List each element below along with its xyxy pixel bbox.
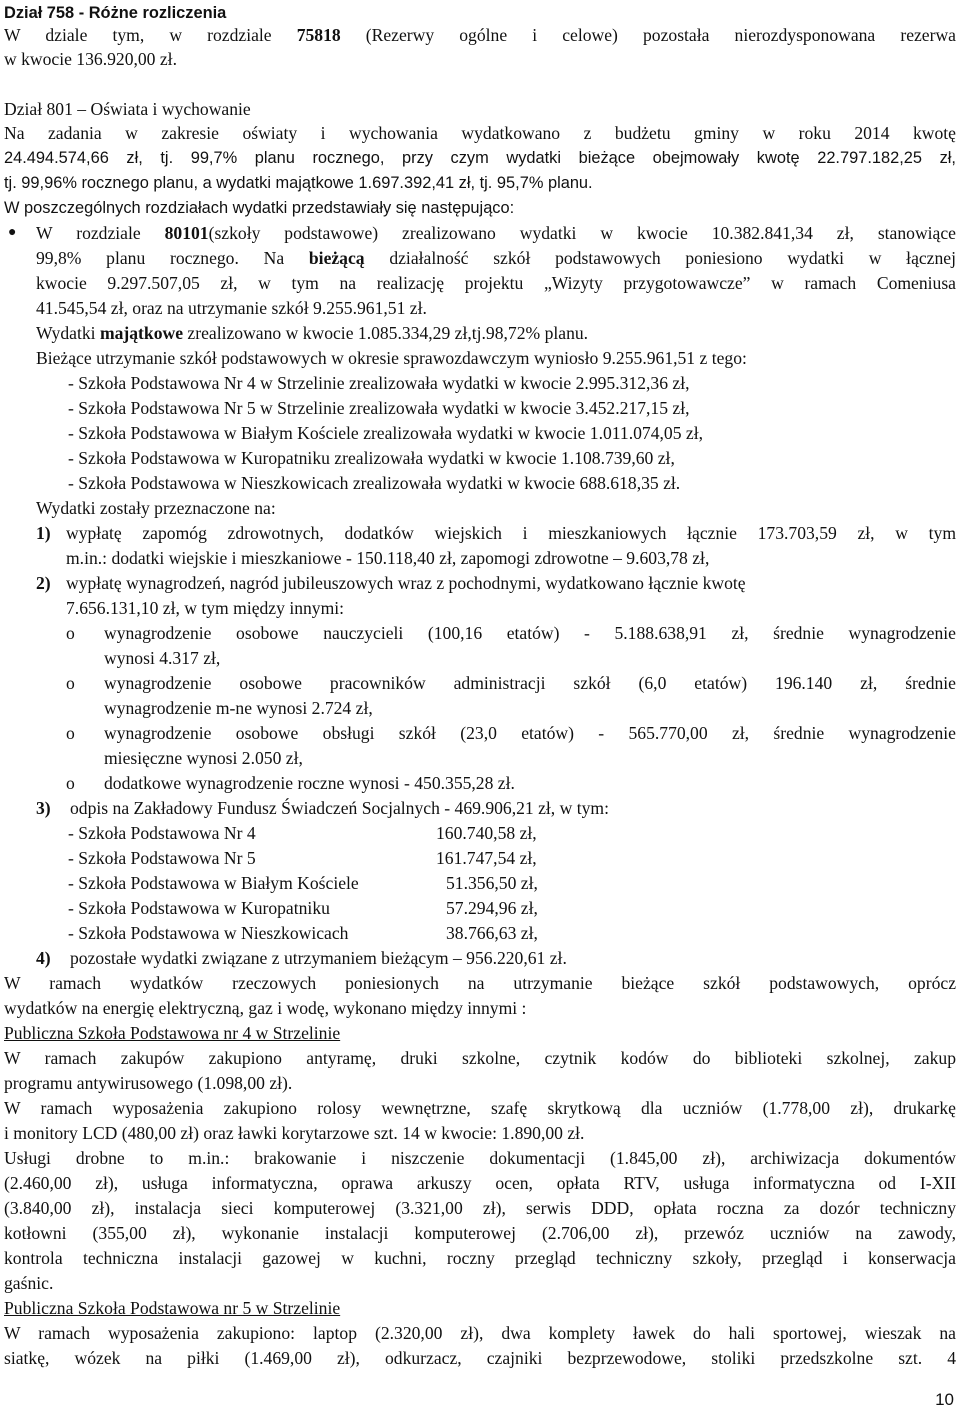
zfss-school-amount-1: 160.740,58 zł,: [436, 823, 537, 843]
school-4-line-7: (3.840,00 zł), instalacja sieci komputerowej (3.321,00 zł), serwis DDD, opłata roczna za dozór techniczny: [4, 1198, 956, 1218]
school-4-line-8: kotłowni (355,00 zł), wykonanie instalacji komputerowej (2.706,00 zł), przewóz uczniów na zawody,: [4, 1223, 956, 1243]
zfss-school-amount-5: 38.766,63 zł,: [446, 923, 538, 943]
school-4-heading: Publiczna Szkoła Podstawowa nr 4 w Strzelinie: [4, 1023, 341, 1043]
sub-item-3-line-2: miesięczne wynosi 2.050 zł,: [104, 748, 303, 768]
bullet-line-7: Wydatki zostały przeznaczone na:: [36, 498, 276, 518]
sub-marker-3: o: [66, 723, 75, 743]
school-4-line-4: i monitory LCD (480,00 zł) oraz ławki korytarzowe szt. 14 w kwocie: 1.890,00 zł.: [4, 1123, 585, 1143]
item-1-line-1: wypłatę zapomóg zdrowotnych, dodatków wiejskich i mieszkaniowych łącznie 173.703,59 zł, w tym: [66, 523, 956, 543]
item-1-line-2: m.in.: dodatki wiejskie i mieszkaniowe - 150.118,40 zł, zapomogi zdrowotne – 9.603,78 zł,: [66, 548, 710, 568]
school-4-line-1: W ramach zakupów zakupiono antyramę, druki szkolne, czytnik kodów do biblioteki szkolnej, zakup: [4, 1048, 956, 1068]
section-801-line-1: Na zadania w zakresie oświaty i wychowania wydatkowano z budżetu gminy w roku 2014 kwotę: [4, 123, 956, 143]
bullet-line-5: Wydatki majątkowe zrealizowano w kwocie 1.085.334,29 zł,tj.98,72% planu.: [36, 323, 589, 343]
sub-item-2-line-2: wynagrodzenie m-ne wynosi 2.724 zł,: [104, 698, 373, 718]
page-number: 10: [935, 1390, 954, 1409]
item-3-line-1: odpis na Zakładowy Fundusz Świadczeń Socjalnych - 469.906,21 zł, w tym:: [70, 798, 609, 818]
section-801-line-2: 24.494.574,66 zł, tj. 99,7% planu rocznego, przy czym wydatki bieżące obejmowały kwotę 22.797.182,25 zł,: [4, 149, 956, 167]
zfss-school-name-2: - Szkoła Podstawowa Nr 5: [68, 848, 256, 868]
school-5-line-2: siatkę, wózek na piłki (1.469,00 zł), odkurzacz, czajniki bezprzewodowe, stoliki przedszkolne szt. 4: [4, 1348, 956, 1368]
bullet-icon: ●: [8, 225, 17, 240]
zfss-school-name-3: - Szkoła Podstawowa w Białym Kościele: [68, 873, 359, 893]
sub-marker-2: o: [66, 673, 75, 693]
section-801-line-3: tj. 99,96% rocznego planu, a wydatki majątkowe 1.697.392,41 zł, tj. 95,7% planu.: [4, 174, 593, 192]
section-758-line-2: w kwocie 136.920,00 zł.: [4, 49, 177, 69]
sub-item-4-line-1: dodatkowe wynagrodzenie roczne wynosi - 450.355,28 zł.: [104, 773, 515, 793]
zfss-school-amount-4: 57.294,96 zł,: [446, 898, 538, 918]
school-expense-4: - Szkoła Podstawowa w Kuropatniku zrealizowała wydatki w kwocie 1.108.739,60 zł,: [68, 448, 675, 468]
school-expense-2: - Szkoła Podstawowa Nr 5 w Strzelinie zrealizowała wydatki w kwocie 3.452.217,15 zł,: [68, 398, 690, 418]
bullet-line-6: Bieżące utrzymanie szkół podstawowych w okresie sprawozdawczym wyniosło 9.255.961,51 z tego:: [36, 348, 747, 368]
section-801-line-4: W poszczególnych rozdziałach wydatki przedstawiały się następująco:: [4, 199, 515, 217]
zfss-school-amount-3: 51.356,50 zł,: [446, 873, 538, 893]
zfss-school-name-5: - Szkoła Podstawowa w Nieszkowicach: [68, 923, 349, 943]
sub-marker-1: o: [66, 623, 75, 643]
item-4-number: 4): [36, 948, 51, 968]
school-expense-1: - Szkoła Podstawowa Nr 4 w Strzelinie zrealizowała wydatki w kwocie 2.995.312,36 zł,: [68, 373, 690, 393]
material-expenses-line-2: wydatków na energię elektryczną, gaz i wodę, wykonano między innymi :: [4, 998, 527, 1018]
section-801-heading: Dział 801 – Oświata i wychowanie: [4, 99, 251, 119]
section-758-heading: Dział 758 - Różne rozliczenia: [4, 4, 227, 22]
item-2-line-2: 7.656.131,10 zł, w tym między innymi:: [66, 598, 345, 618]
school-4-line-2: programu antywirusowego (1.098,00 zł).: [4, 1073, 293, 1093]
zfss-school-amount-2: 161.747,54 zł,: [436, 848, 537, 868]
item-4-line-1: pozostałe wydatki związane z utrzymaniem bieżącym – 956.220,61 zł.: [70, 948, 567, 968]
school-expense-3: - Szkoła Podstawowa w Białym Kościele zrealizowała wydatki w kwocie 1.011.074,05 zł,: [68, 423, 704, 443]
school-expense-5: - Szkoła Podstawowa w Nieszkowicach zrealizowała wydatki w kwocie 688.618,35 zł.: [68, 473, 681, 493]
sub-item-2-line-1: wynagrodzenie osobowe pracowników administracji szkół (6,0 etatów) 196.140 zł, średnie: [104, 673, 956, 693]
school-4-line-6: (2.460,00 zł), usługa informatyczna, oprawa arkuszy ocen, opłata RTV, usługa informatyczna od I-XII: [4, 1173, 956, 1193]
school-5-heading: Publiczna Szkoła Podstawowa nr 5 w Strzelinie: [4, 1298, 341, 1318]
zfss-school-name-4: - Szkoła Podstawowa w Kuropatniku: [68, 898, 330, 918]
zfss-school-name-1: - Szkoła Podstawowa Nr 4: [68, 823, 256, 843]
sub-item-3-line-1: wynagrodzenie osobowe obsługi szkół (23,0 etatów) - 565.770,00 zł, średnie wynagrodzenie: [104, 723, 956, 743]
school-4-line-5: Usługi drobne to m.in.: brakowanie i niszczenie dokumentacji (1.845,00 zł), archiwizacja dokumentów: [4, 1148, 956, 1168]
school-5-line-1: W ramach wyposażenia zakupiono: laptop (2.320,00 zł), dwa komplety ławek do hali sportowej, wieszak na: [4, 1323, 956, 1343]
school-4-line-9: kontrola techniczna instalacji gazowej w kuchni, roczny przegląd techniczny szkoły, przegląd i konserwacja: [4, 1248, 956, 1268]
bullet-line-4: 41.545,54 zł, oraz na utrzymanie szkół 9.255.961,51 zł.: [36, 298, 427, 318]
bullet-line-2: 99,8% planu rocznego. Na bieżącą działalność szkół podstawowych poniesiono wydatki w łącznej: [36, 248, 956, 268]
item-2-number: 2): [36, 573, 51, 593]
item-3-number: 3): [36, 798, 51, 818]
bullet-line-1: W rozdziale 80101(szkoły podstawowe) zrealizowano wydatki w kwocie 10.382.841,34 zł, stanowiące: [36, 223, 956, 243]
bullet-line-3: kwocie 9.297.507,05 zł, w tym na realizację projektu „Wizyty przygotowawcze” w ramach Comeniusa: [36, 273, 956, 293]
sub-item-1-line-1: wynagrodzenie osobowe nauczycieli (100,16 etatów) - 5.188.638,91 zł, średnie wynagrodzenie: [104, 623, 956, 643]
section-758-line-1: W dziale tym, w rozdziale 75818 (Rezerwy ogólne i celowe) pozostała nierozdysponowana rezerwa: [4, 25, 956, 45]
school-4-line-10: gaśnic.: [4, 1273, 54, 1293]
item-2-line-1: wypłatę wynagrodzeń, nagród jubileuszowych wraz z pochodnymi, wydatkowano łącznie kwotę: [66, 573, 746, 593]
material-expenses-line-1: W ramach wydatków rzeczowych poniesionych na utrzymanie bieżące szkół podstawowych, oprócz: [4, 973, 956, 993]
school-4-line-3: W ramach wyposażenia zakupiono rolosy wewnętrzne, szafę skrytkową dla uczniów (1.778,00 zł), drukarkę: [4, 1098, 956, 1118]
item-1-number: 1): [36, 523, 51, 543]
sub-marker-4: o: [66, 773, 75, 793]
sub-item-1-line-2: wynosi 4.317 zł,: [104, 648, 221, 668]
